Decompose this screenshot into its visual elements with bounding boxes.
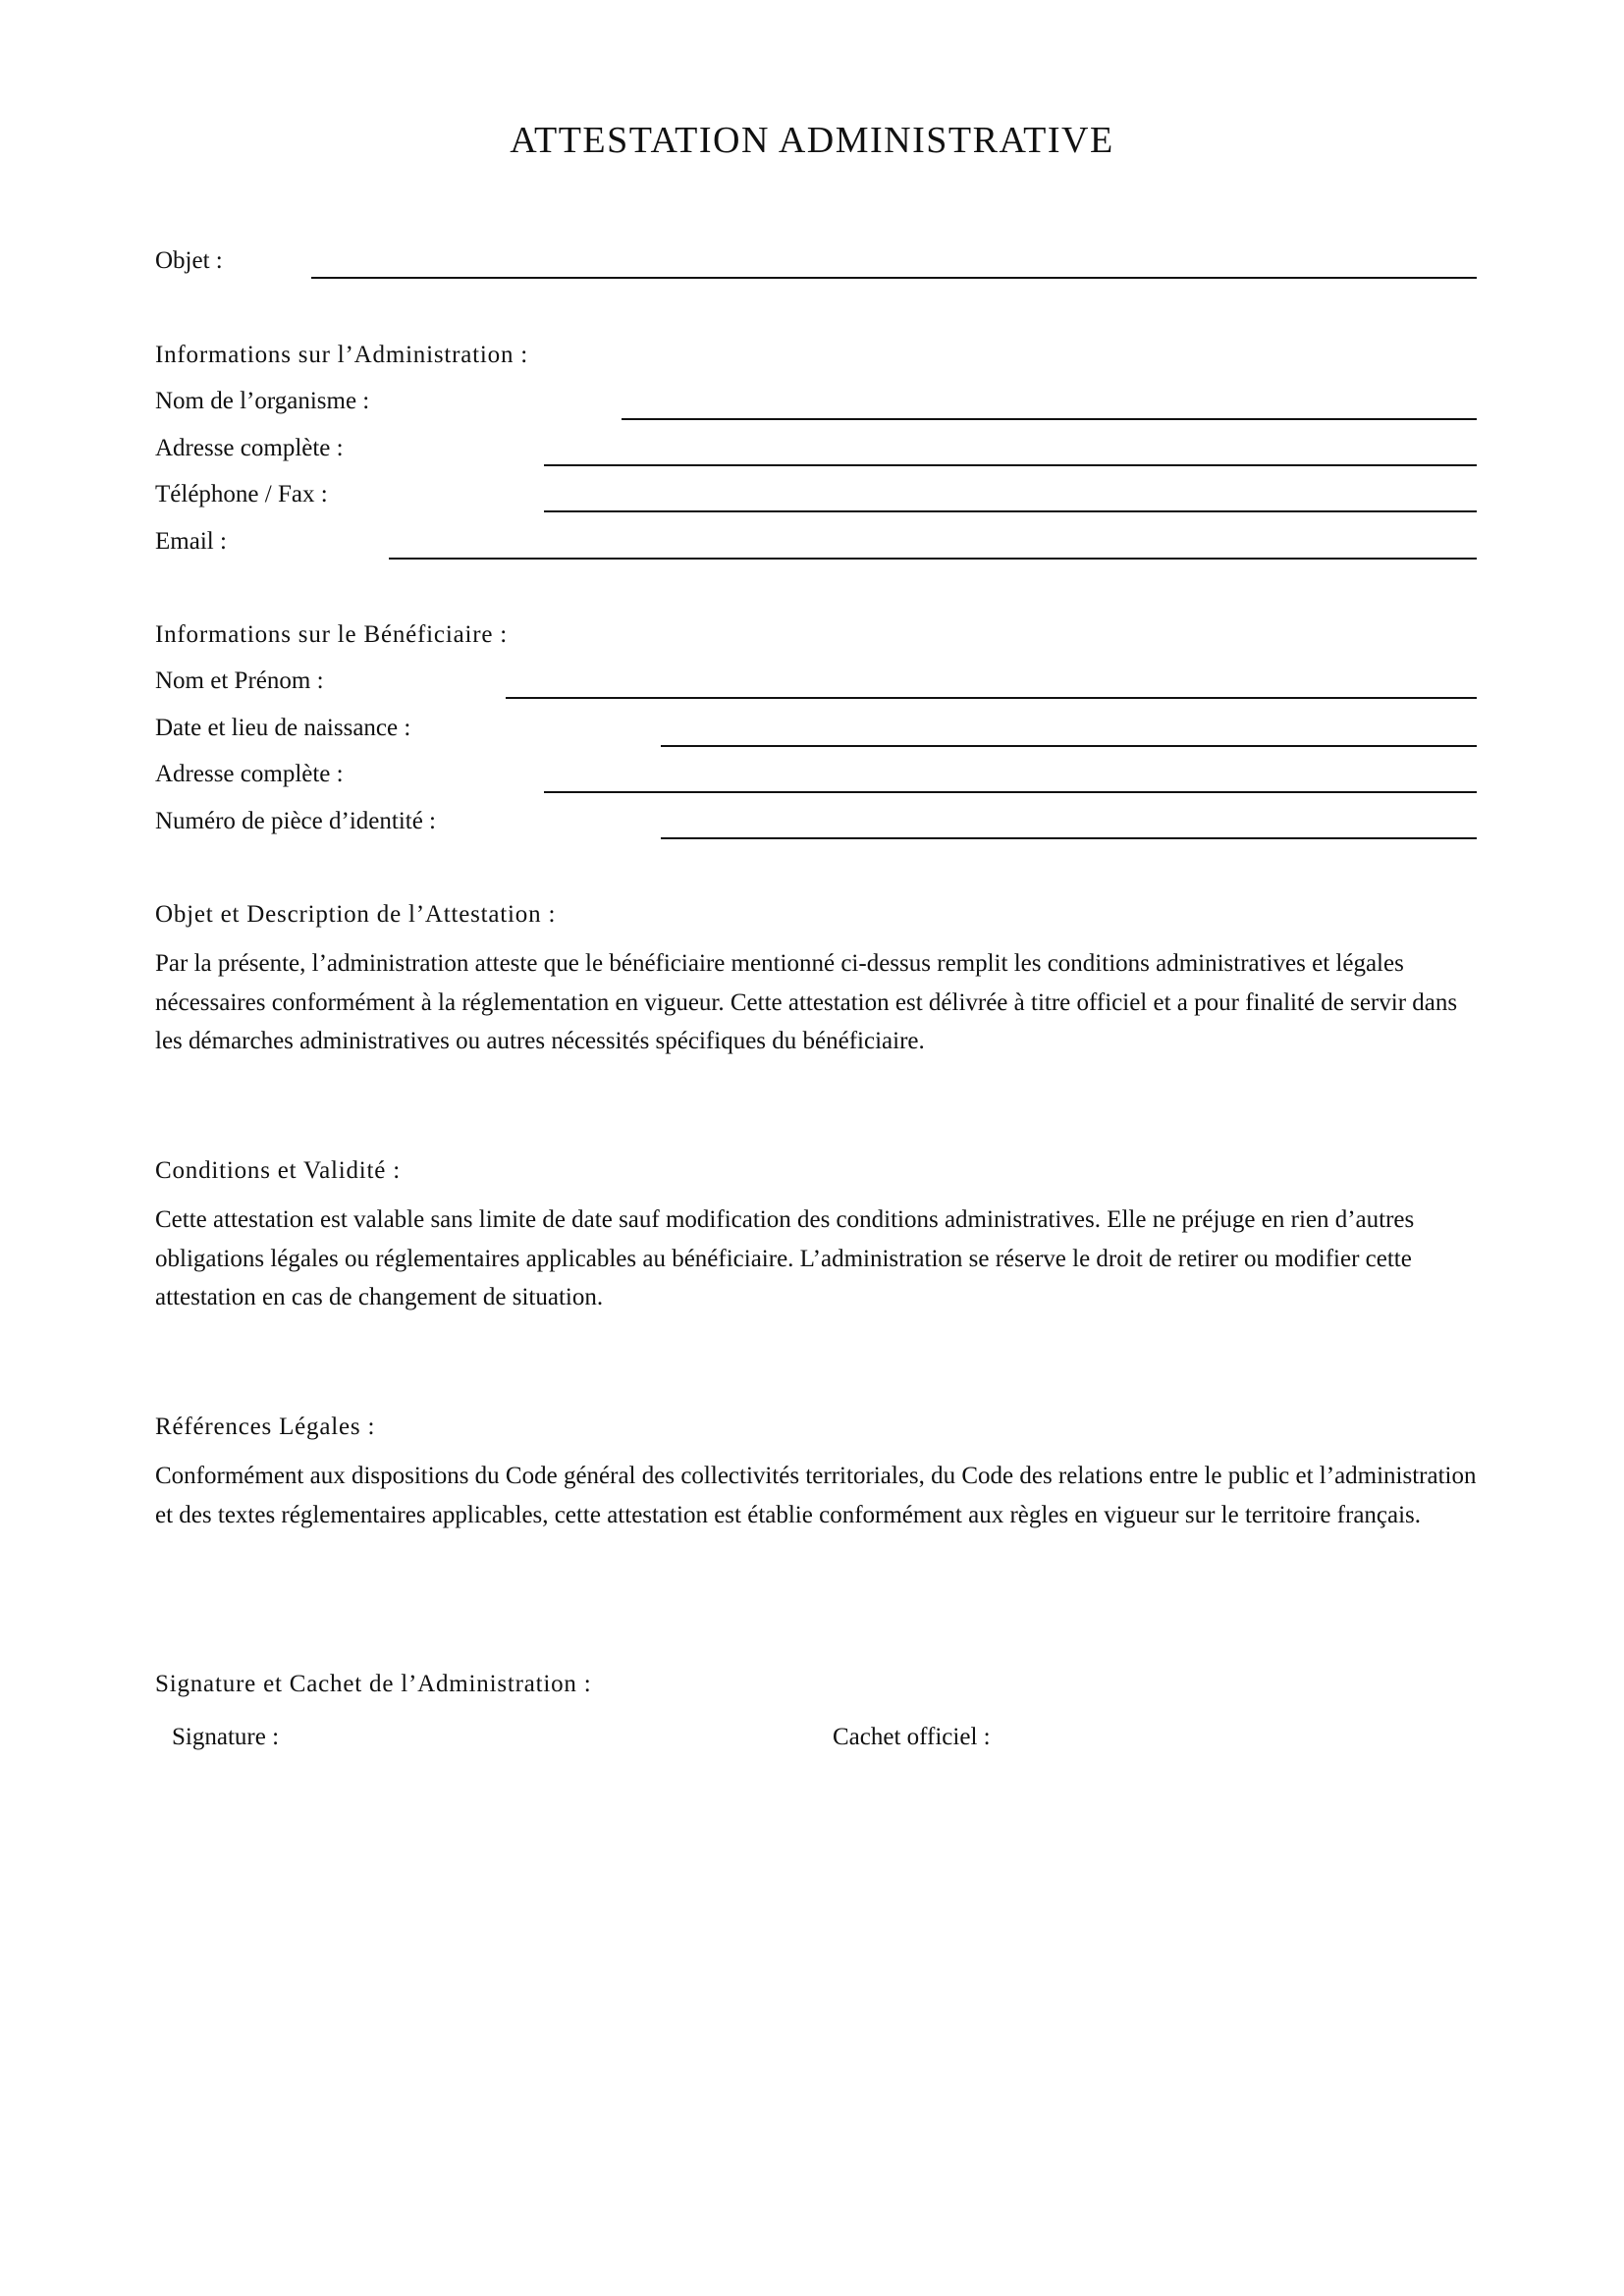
conditions-section-title: Conditions et Validité : [155,1157,401,1184]
signature-label: Signature : [172,1724,280,1750]
description-paragraph: Par la présente, l’administration atteste que le bénéficiaire mentionné ci-dessus remplit les conditions administratives et légales nécessaires conformément à la réglementation en vigueur. Cette attestation est délivrée à titre officiel et a pour finalité de servir dans les démarches administratives ou autres nécessités spécifiques du bénéficiaire. [155,950,1458,1054]
beneficiaire-adresse-label: Adresse complète : [155,761,344,787]
email-field[interactable] [389,558,1477,560]
organisme-field[interactable] [622,418,1477,420]
objet-label: Objet : [155,247,223,274]
objet-field[interactable] [311,277,1477,279]
beneficiaire-adresse-field[interactable] [544,791,1477,793]
naissance-field[interactable] [661,745,1477,747]
piece-identite-field[interactable] [661,837,1477,839]
document-title: ATTESTATION ADMINISTRATIVE [510,120,1114,161]
email-label: Email : [155,528,227,555]
references-section-title: Références Légales : [155,1414,376,1440]
piece-identite-label: Numéro de pièce d’identité : [155,808,436,834]
cachet-label: Cachet officiel : [833,1724,991,1750]
nom-prenom-field[interactable] [506,697,1477,699]
admin-adresse-label: Adresse complète : [155,435,344,461]
telephone-field[interactable] [544,510,1477,512]
naissance-label: Date et lieu de naissance : [155,715,411,741]
organisme-label: Nom de l’organisme : [155,388,370,414]
beneficiaire-section-title: Informations sur le Bénéficiaire : [155,621,509,648]
references-paragraph: Conformément aux dispositions du Code général des collectivités territoriales, du Code des relations entre le public et l’administration et des textes réglementaires applicables, cette attestation est établie conformément aux règles en vigueur sur le territoire français. [155,1463,1477,1528]
conditions-paragraph: Cette attestation est valable sans limite de date sauf modification des conditions administratives. Elle ne préjuge en rien d’autres obligations légales ou réglementaires applicables au bénéficiaire. L’administration se réserve le droit de retirer ou modifier cette attestation en cas de changement de situation. [155,1206,1415,1310]
description-section-title: Objet et Description de l’Attestation : [155,901,557,928]
admin-adresse-field[interactable] [544,464,1477,466]
telephone-label: Téléphone / Fax : [155,481,328,507]
signature-section-title: Signature et Cachet de l’Administration : [155,1671,592,1697]
administration-section-title: Informations sur l’Administration : [155,342,529,368]
nom-prenom-label: Nom et Prénom : [155,667,324,694]
